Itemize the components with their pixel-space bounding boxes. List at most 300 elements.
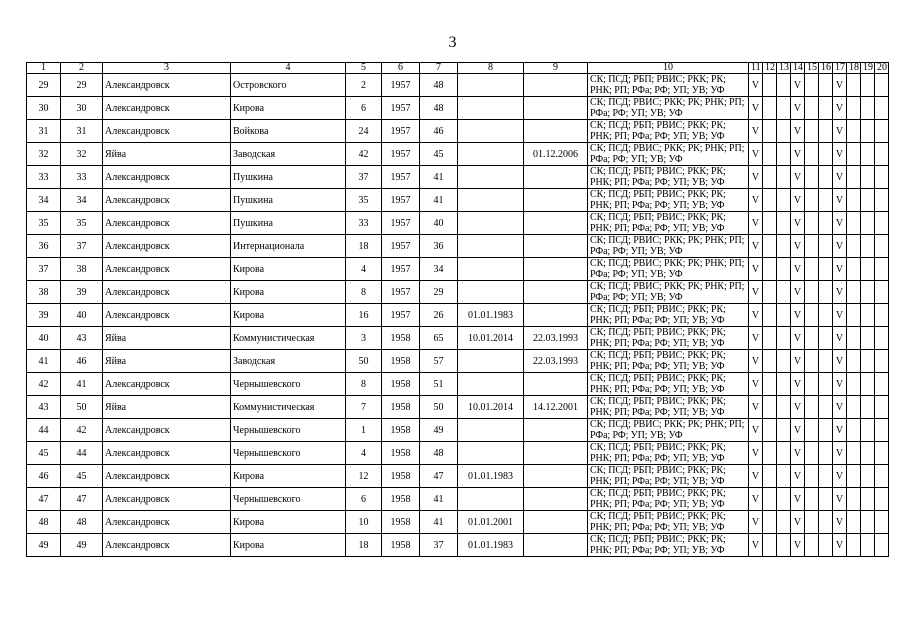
table-cell — [458, 442, 524, 465]
table-cell — [777, 212, 791, 235]
table-cell — [847, 396, 861, 419]
table-cell: Коммунистическая — [231, 396, 346, 419]
table-cell: Александровск — [103, 304, 231, 327]
column-header: 5 — [346, 63, 382, 74]
table-cell — [805, 120, 819, 143]
table-cell — [805, 396, 819, 419]
table-cell — [777, 419, 791, 442]
table-cell: V — [833, 166, 847, 189]
table-cell: V — [833, 465, 847, 488]
table-cell — [819, 511, 833, 534]
table-cell — [819, 488, 833, 511]
table-cell — [805, 511, 819, 534]
table-cell — [763, 350, 777, 373]
table-cell: 1957 — [382, 120, 420, 143]
table-cell: 57 — [420, 350, 458, 373]
table-cell: 6 — [346, 488, 382, 511]
table-cell: 12 — [346, 465, 382, 488]
table-cell — [777, 189, 791, 212]
table-cell: 29 — [420, 281, 458, 304]
table-cell: 41 — [61, 373, 103, 396]
table-cell — [763, 235, 777, 258]
table-cell: Яйва — [103, 143, 231, 166]
table-cell: 24 — [346, 120, 382, 143]
table-cell: СК; ПСД; РВИС; РКК; РК; РНК; РП; РФа; РФ; УП; УВ; УФ — [588, 97, 749, 120]
table-cell — [805, 258, 819, 281]
table-cell: 44 — [27, 419, 61, 442]
table-cell — [861, 235, 875, 258]
table-cell — [458, 235, 524, 258]
table-cell: 1957 — [382, 281, 420, 304]
table-row — [27, 258, 889, 281]
table-cell — [777, 258, 791, 281]
table-cell: V — [791, 465, 805, 488]
table-cell — [819, 258, 833, 281]
table-cell: 6 — [346, 97, 382, 120]
table-cell — [819, 373, 833, 396]
table-cell: Яйва — [103, 350, 231, 373]
table-cell: V — [791, 373, 805, 396]
table-cell — [805, 419, 819, 442]
table-cell: V — [749, 396, 763, 419]
table-cell — [847, 166, 861, 189]
column-header: 6 — [382, 63, 420, 74]
table-cell — [875, 189, 889, 212]
table-cell: СК; ПСД; РБП; РВИС; РКК; РК; РНК; РП; РФа; РФ; УП; УВ; УФ — [588, 488, 749, 511]
table-cell: V — [791, 488, 805, 511]
table-cell: 47 — [420, 465, 458, 488]
column-header: 19 — [861, 63, 875, 74]
table-cell — [458, 258, 524, 281]
table-cell: 43 — [61, 327, 103, 350]
table-row — [27, 166, 889, 189]
table-cell — [763, 304, 777, 327]
table-cell: V — [791, 166, 805, 189]
table-cell: 1958 — [382, 396, 420, 419]
table-cell: СК; ПСД; РВИС; РКК; РК; РНК; РП; РФа; РФ; УП; УВ; УФ — [588, 258, 749, 281]
table-cell: 47 — [27, 488, 61, 511]
table-cell — [861, 442, 875, 465]
table-cell: СК; ПСД; РБП; РВИС; РКК; РК; РНК; РП; РФа; РФ; УП; УВ; УФ — [588, 373, 749, 396]
table-cell: 4 — [346, 442, 382, 465]
table-cell: Чернышевского — [231, 488, 346, 511]
table-row — [27, 373, 889, 396]
table-row — [27, 488, 889, 511]
table-row — [27, 212, 889, 235]
table-cell — [763, 488, 777, 511]
table-cell: 35 — [346, 189, 382, 212]
table-cell — [763, 189, 777, 212]
table-cell: 48 — [420, 74, 458, 97]
table-cell — [875, 442, 889, 465]
table-cell — [875, 419, 889, 442]
table-cell — [847, 488, 861, 511]
table-cell: СК; ПСД; РБП; РВИС; РКК; РК; РНК; РП; РФа; РФ; УП; УВ; УФ — [588, 534, 749, 557]
table-cell: V — [791, 327, 805, 350]
table-cell: 33 — [346, 212, 382, 235]
table-cell: СК; ПСД; РБП; РВИС; РКК; РК; РНК; РП; РФа; РФ; УП; УВ; УФ — [588, 511, 749, 534]
column-header: 17 — [833, 63, 847, 74]
table-cell — [875, 373, 889, 396]
table-cell — [458, 120, 524, 143]
table-cell: 41 — [420, 511, 458, 534]
table-cell — [847, 120, 861, 143]
table-cell: Александровск — [103, 74, 231, 97]
table-cell: 50 — [420, 396, 458, 419]
table-cell: Александровск — [103, 419, 231, 442]
column-header: 13 — [777, 63, 791, 74]
table-cell — [763, 442, 777, 465]
table-row — [27, 396, 889, 419]
table-cell — [524, 189, 588, 212]
table-cell — [763, 258, 777, 281]
table-cell: 1 — [346, 419, 382, 442]
table-cell: V — [791, 258, 805, 281]
table-cell: Островского — [231, 74, 346, 97]
table-cell — [763, 166, 777, 189]
table-row — [27, 442, 889, 465]
table-cell — [847, 511, 861, 534]
table-cell — [458, 350, 524, 373]
column-header: 20 — [875, 63, 889, 74]
table-cell: 37 — [61, 235, 103, 258]
table-cell — [777, 373, 791, 396]
table-cell — [805, 350, 819, 373]
table-cell — [861, 189, 875, 212]
table-cell — [524, 281, 588, 304]
table-cell — [847, 534, 861, 557]
table-cell: 65 — [420, 327, 458, 350]
table-cell — [819, 304, 833, 327]
table-cell: 45 — [27, 442, 61, 465]
table-cell — [875, 281, 889, 304]
table-cell: 01.01.2001 — [458, 511, 524, 534]
table-cell: Заводская — [231, 350, 346, 373]
table-cell — [847, 465, 861, 488]
table-cell: 1957 — [382, 235, 420, 258]
table-cell: СК; ПСД; РВИС; РКК; РК; РНК; РП; РФа; РФ; УП; УВ; УФ — [588, 281, 749, 304]
table-cell — [458, 74, 524, 97]
table-cell: Александровск — [103, 189, 231, 212]
table-cell: 18 — [346, 534, 382, 557]
table-cell: V — [749, 143, 763, 166]
table-cell — [819, 465, 833, 488]
table-cell: 39 — [27, 304, 61, 327]
table-cell: V — [749, 327, 763, 350]
table-cell: V — [749, 488, 763, 511]
column-header: 4 — [231, 63, 346, 74]
table-cell: 1957 — [382, 97, 420, 120]
table-cell: 51 — [420, 373, 458, 396]
table-cell: Александровск — [103, 212, 231, 235]
table-cell: Кирова — [231, 511, 346, 534]
column-header: 3 — [103, 63, 231, 74]
table-cell — [847, 442, 861, 465]
table-cell: Александровск — [103, 465, 231, 488]
table-cell — [847, 212, 861, 235]
table-cell — [875, 235, 889, 258]
table-cell: 46 — [420, 120, 458, 143]
table-cell: 1957 — [382, 258, 420, 281]
table-cell: 45 — [420, 143, 458, 166]
table-cell: 16 — [346, 304, 382, 327]
table-cell: V — [833, 74, 847, 97]
table-cell — [458, 189, 524, 212]
table-cell: 40 — [61, 304, 103, 327]
table-cell — [763, 534, 777, 557]
table-cell: 48 — [27, 511, 61, 534]
table-cell — [861, 465, 875, 488]
table-cell: 1958 — [382, 534, 420, 557]
table-cell: Чернышевского — [231, 373, 346, 396]
column-header: 1 — [27, 63, 61, 74]
table-cell: 33 — [27, 166, 61, 189]
table-cell — [458, 281, 524, 304]
table-cell: 46 — [27, 465, 61, 488]
table-cell: 41 — [420, 189, 458, 212]
table-cell — [861, 281, 875, 304]
table-cell — [861, 419, 875, 442]
table-cell: 31 — [27, 120, 61, 143]
table-cell: 40 — [27, 327, 61, 350]
table-cell — [805, 166, 819, 189]
table-cell — [805, 189, 819, 212]
table-cell — [458, 166, 524, 189]
table-cell: СК; ПСД; РВИС; РКК; РК; РНК; РП; РФа; РФ; УП; УВ; УФ — [588, 235, 749, 258]
table-cell: 29 — [61, 74, 103, 97]
table-cell — [819, 396, 833, 419]
table-cell — [763, 143, 777, 166]
table-cell: V — [833, 212, 847, 235]
table-cell — [819, 120, 833, 143]
table-cell: V — [833, 488, 847, 511]
table-cell: V — [749, 189, 763, 212]
table-cell — [458, 143, 524, 166]
table-row — [27, 143, 889, 166]
table-cell — [524, 419, 588, 442]
column-header: 2 — [61, 63, 103, 74]
table-cell: 1957 — [382, 166, 420, 189]
table-cell: 42 — [27, 373, 61, 396]
table-cell: 18 — [346, 235, 382, 258]
table-cell: V — [833, 304, 847, 327]
table-cell: Кирова — [231, 258, 346, 281]
table-cell: Яйва — [103, 396, 231, 419]
table-cell — [861, 488, 875, 511]
table-cell: Кирова — [231, 465, 346, 488]
table-cell — [763, 97, 777, 120]
table-cell — [458, 488, 524, 511]
table-cell: 49 — [27, 534, 61, 557]
table-row — [27, 350, 889, 373]
table-cell — [524, 465, 588, 488]
table-cell — [819, 281, 833, 304]
table-cell: СК; ПСД; РБП; РВИС; РКК; РК; РНК; РП; РФа; РФ; УП; УВ; УФ — [588, 74, 749, 97]
table-cell — [524, 74, 588, 97]
table-cell: V — [833, 442, 847, 465]
table-cell — [847, 281, 861, 304]
table-row — [27, 511, 889, 534]
table-cell — [861, 120, 875, 143]
table-cell: 34 — [27, 189, 61, 212]
table-cell: Кирова — [231, 281, 346, 304]
table-cell: V — [749, 419, 763, 442]
table-cell — [805, 327, 819, 350]
table-cell — [524, 511, 588, 534]
table-cell — [819, 327, 833, 350]
table-cell: V — [833, 235, 847, 258]
table-cell — [763, 281, 777, 304]
table-cell — [819, 419, 833, 442]
table-cell — [875, 350, 889, 373]
table-cell — [777, 166, 791, 189]
table-cell: 3 — [346, 327, 382, 350]
table-cell — [524, 235, 588, 258]
table-cell — [777, 143, 791, 166]
table-cell: 48 — [420, 97, 458, 120]
table-cell — [861, 327, 875, 350]
table-cell: Александровск — [103, 534, 231, 557]
table-cell: 10 — [346, 511, 382, 534]
table-cell — [458, 97, 524, 120]
table-cell — [763, 511, 777, 534]
table-cell: Александровск — [103, 258, 231, 281]
table-cell: 10.01.2014 — [458, 396, 524, 419]
table-cell — [777, 350, 791, 373]
table-cell — [875, 74, 889, 97]
table-cell: 1958 — [382, 488, 420, 511]
table-cell: 50 — [61, 396, 103, 419]
table-cell: 37 — [346, 166, 382, 189]
table-cell: V — [791, 212, 805, 235]
table-cell — [458, 212, 524, 235]
table-cell: V — [791, 189, 805, 212]
table-cell: V — [833, 373, 847, 396]
column-header: 11 — [749, 63, 763, 74]
table-cell: V — [749, 442, 763, 465]
table-cell: СК; ПСД; РБП; РВИС; РКК; РК; РНК; РП; РФа; РФ; УП; УВ; УФ — [588, 166, 749, 189]
table-cell — [777, 97, 791, 120]
table-cell — [875, 534, 889, 557]
table-cell — [861, 396, 875, 419]
table-cell: V — [791, 442, 805, 465]
table-cell: Пушкина — [231, 166, 346, 189]
table-cell: 1957 — [382, 189, 420, 212]
table-cell — [524, 97, 588, 120]
column-header: 12 — [763, 63, 777, 74]
column-header: 8 — [458, 63, 524, 74]
table-cell: 10.01.2014 — [458, 327, 524, 350]
table-cell: 01.01.1983 — [458, 465, 524, 488]
table-cell — [847, 304, 861, 327]
table-cell — [861, 166, 875, 189]
table-cell — [861, 74, 875, 97]
table-cell — [777, 465, 791, 488]
table-cell: V — [749, 166, 763, 189]
table-cell: СК; ПСД; РБП; РВИС; РКК; РК; РНК; РП; РФа; РФ; УП; УВ; УФ — [588, 465, 749, 488]
table-cell: Заводская — [231, 143, 346, 166]
table-row — [27, 327, 889, 350]
table-cell: 46 — [61, 350, 103, 373]
table-cell — [777, 120, 791, 143]
table-cell: 37 — [27, 258, 61, 281]
table-cell: V — [791, 304, 805, 327]
table-cell — [847, 189, 861, 212]
table-row — [27, 235, 889, 258]
table-cell: V — [791, 120, 805, 143]
table-cell: V — [791, 97, 805, 120]
table-cell: 1957 — [382, 212, 420, 235]
table-cell — [861, 304, 875, 327]
table-row — [27, 281, 889, 304]
table-cell — [524, 534, 588, 557]
table-cell: V — [791, 350, 805, 373]
table-cell: 29 — [27, 74, 61, 97]
table-cell: 22.03.1993 — [524, 327, 588, 350]
table-cell — [763, 212, 777, 235]
table-cell — [847, 373, 861, 396]
table-cell: Войкова — [231, 120, 346, 143]
table-cell: 35 — [27, 212, 61, 235]
table-cell: Александровск — [103, 373, 231, 396]
table-cell — [524, 166, 588, 189]
table-cell — [805, 465, 819, 488]
table-cell: 42 — [346, 143, 382, 166]
table-cell — [805, 143, 819, 166]
table-cell: V — [791, 534, 805, 557]
table-body — [27, 74, 889, 557]
table-cell: V — [749, 235, 763, 258]
table-cell: 39 — [61, 281, 103, 304]
table-cell: Яйва — [103, 327, 231, 350]
table-cell: 41 — [27, 350, 61, 373]
table-cell — [524, 120, 588, 143]
table-cell: 4 — [346, 258, 382, 281]
table-row — [27, 189, 889, 212]
table-cell — [861, 534, 875, 557]
table-cell: СК; ПСД; РБП; РВИС; РКК; РК; РНК; РП; РФа; РФ; УП; УВ; УФ — [588, 327, 749, 350]
table-cell — [875, 327, 889, 350]
table-cell: V — [833, 97, 847, 120]
table-cell: 48 — [420, 442, 458, 465]
table-cell — [805, 74, 819, 97]
table-cell — [847, 235, 861, 258]
table-cell — [819, 235, 833, 258]
table-row — [27, 304, 889, 327]
table-cell — [875, 465, 889, 488]
table-cell — [777, 511, 791, 534]
table-cell: 31 — [61, 120, 103, 143]
table-cell — [805, 534, 819, 557]
table-cell — [777, 396, 791, 419]
table-cell — [861, 258, 875, 281]
table-cell — [805, 442, 819, 465]
table-cell — [763, 120, 777, 143]
table-cell: СК; ПСД; РБП; РВИС; РКК; РК; РНК; РП; РФа; РФ; УП; УВ; УФ — [588, 212, 749, 235]
table-cell: 36 — [420, 235, 458, 258]
table-cell — [861, 97, 875, 120]
table-cell: 49 — [61, 534, 103, 557]
table-cell — [819, 97, 833, 120]
table-cell — [763, 465, 777, 488]
page-number: 3 — [448, 34, 457, 51]
table-cell — [819, 534, 833, 557]
table-cell — [819, 74, 833, 97]
table-cell — [875, 488, 889, 511]
table-cell: V — [833, 258, 847, 281]
table-cell — [524, 373, 588, 396]
table-cell — [763, 74, 777, 97]
